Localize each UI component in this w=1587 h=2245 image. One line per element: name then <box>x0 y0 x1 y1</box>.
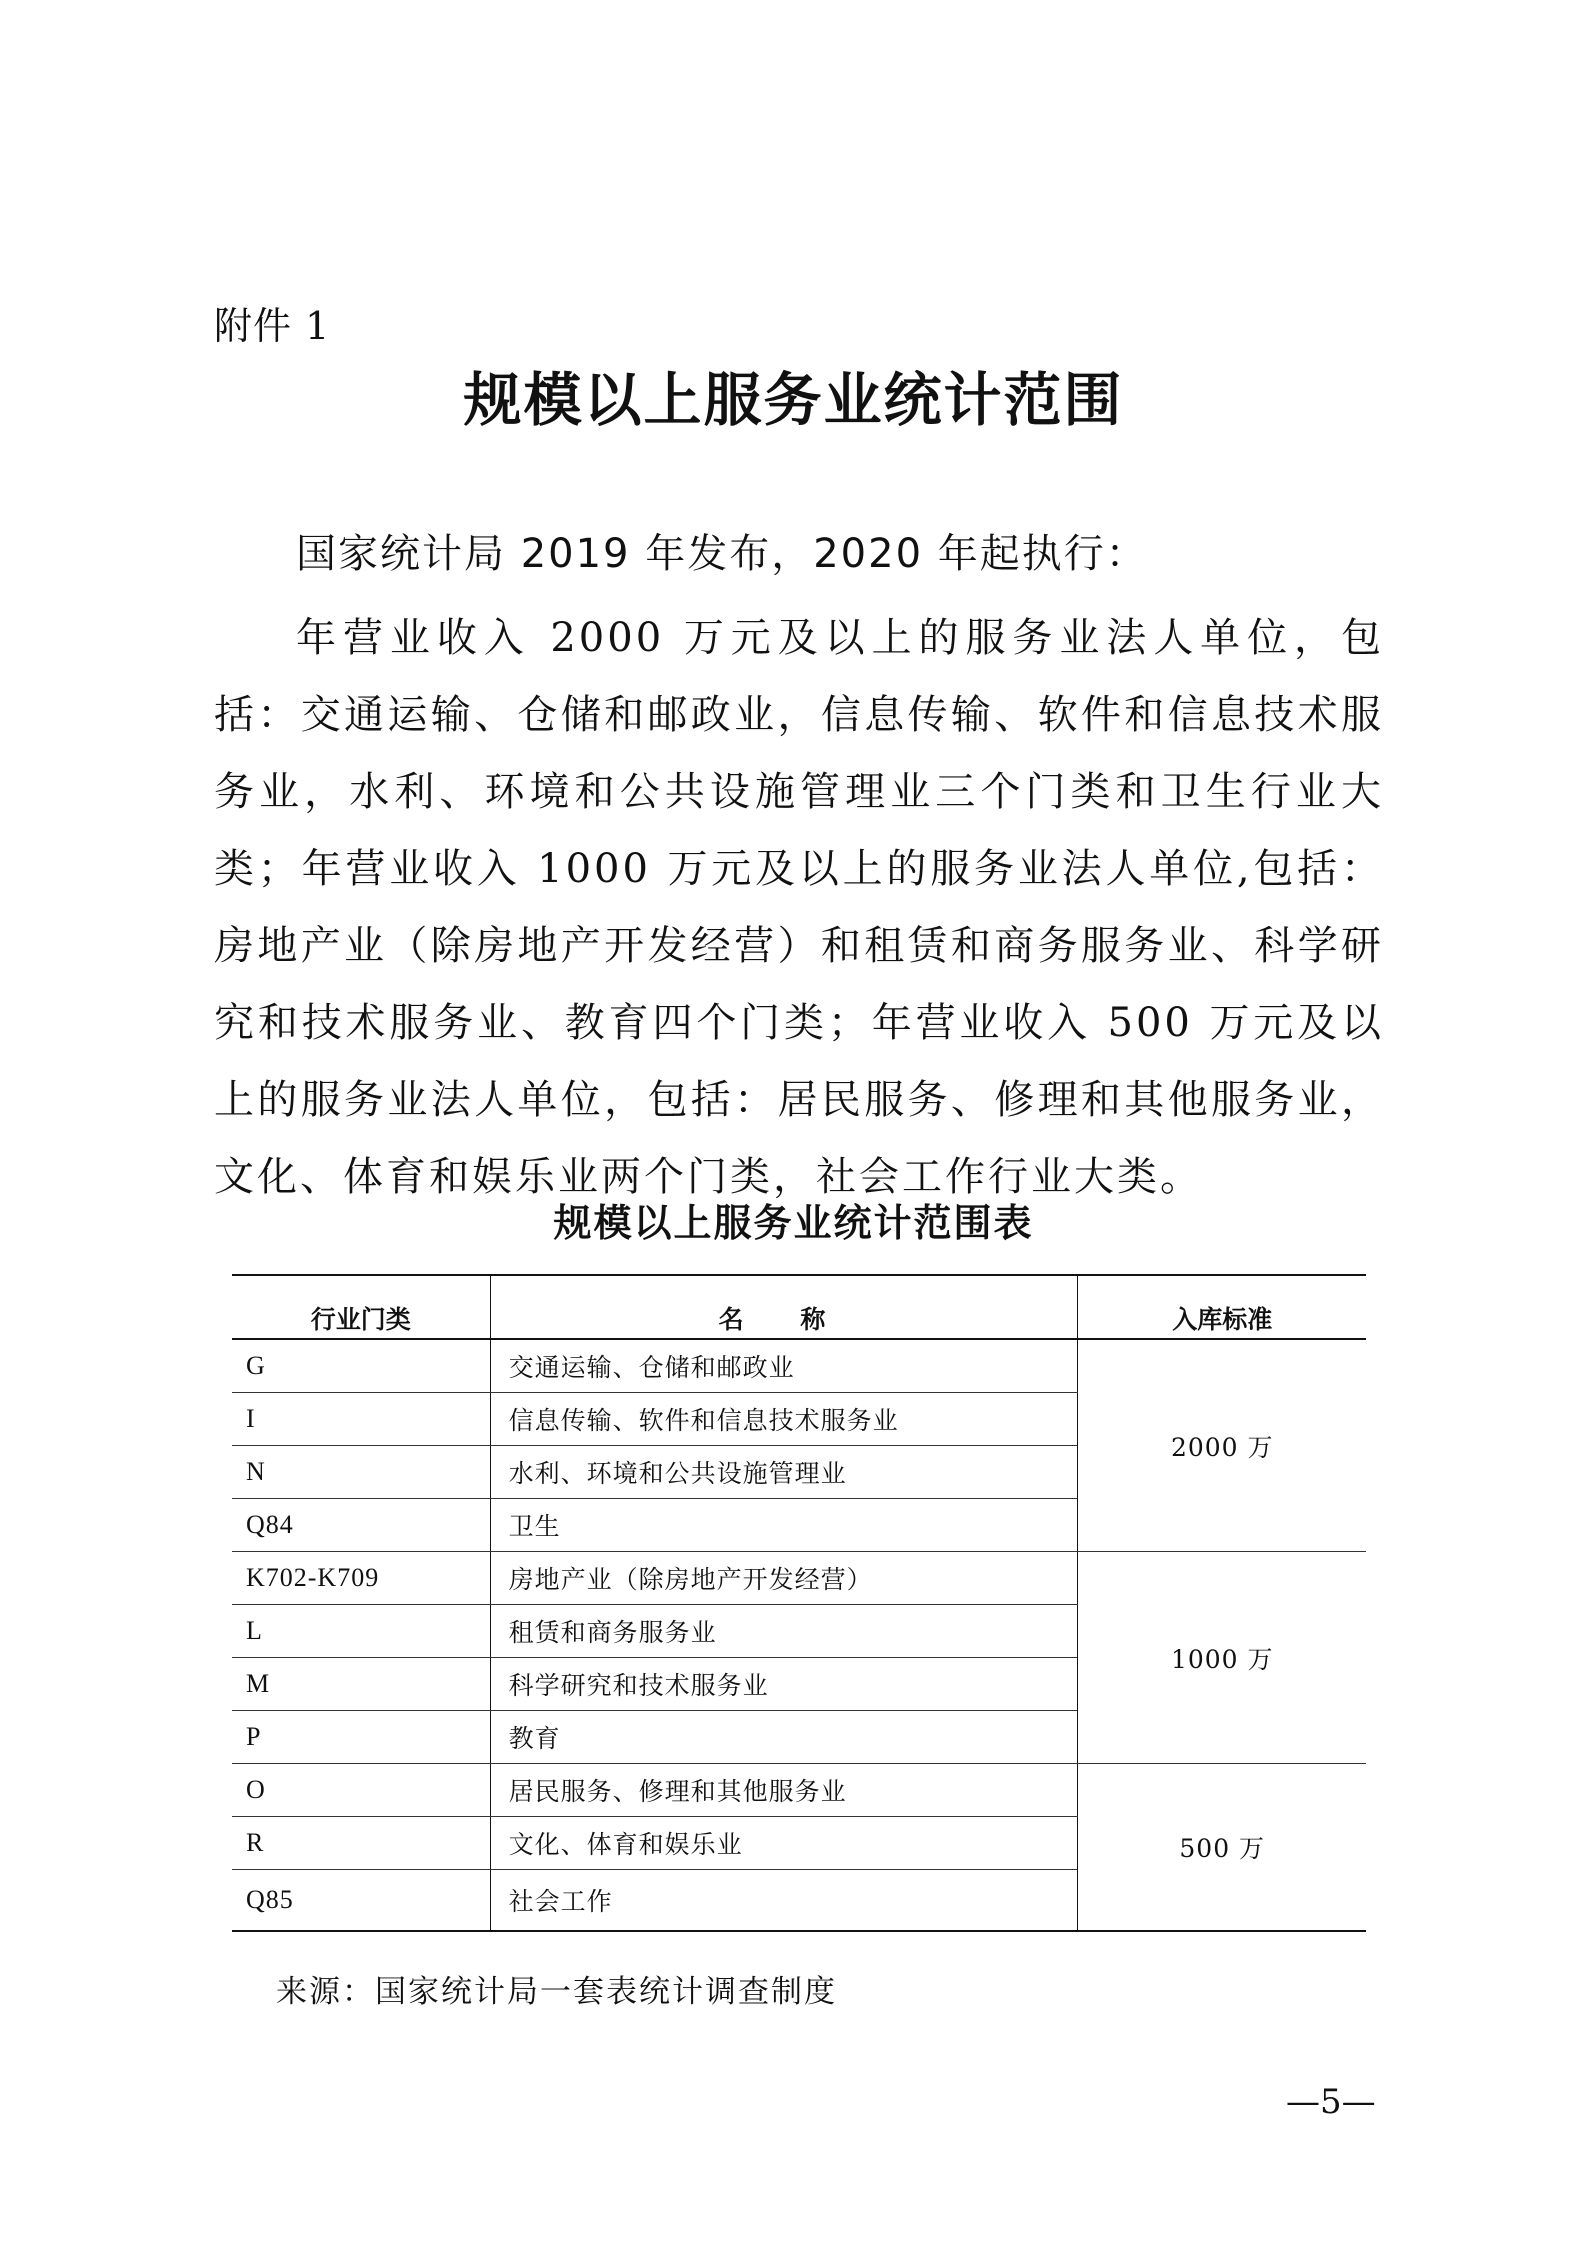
row-code: L <box>232 1605 490 1658</box>
row-name: 居民服务、修理和其他服务业 <box>490 1764 1078 1817</box>
table-header-row <box>232 1275 1366 1339</box>
table-row <box>232 1339 1366 1393</box>
body-paragraph: 年营业收入 2000 万元及以上的服务业法人单位，包括：交通运输、仓储和邮政业，信息传输、软件和信息技术服务业，水利、环境和公共设施管理业三个门类和卫生行业大类；年营业收入 1000 万元及以上的服务业法人单位,包括：房地产业（除房地产开发经营）和租赁和商务服务业、科学研究和技术服务业、教育四个门类；年营业收入 500 万元及以上的服务业法人单位，包括：居民服务、修理和其他服务业，文化、体育和娱乐业两个门类，社会工作行业大类。 <box>214 615 1384 1200</box>
row-code: O <box>232 1764 490 1817</box>
page-title: 规模以上服务业统计范围 <box>463 366 1124 434</box>
row-code: R <box>232 1817 490 1870</box>
row-code: Q84 <box>232 1499 490 1552</box>
row-code: G <box>232 1339 490 1393</box>
row-name: 社会工作 <box>490 1870 1078 1932</box>
header-entry-standard: 入库标准 <box>1078 1275 1366 1339</box>
table-row <box>232 1764 1366 1817</box>
row-name: 水利、环境和公共设施管理业 <box>490 1446 1078 1499</box>
row-code: P <box>232 1711 490 1764</box>
header-industry-category: 行业门类 <box>232 1275 490 1339</box>
row-name: 文化、体育和娱乐业 <box>490 1817 1078 1870</box>
header-name-label: 名 称 <box>718 1305 850 1334</box>
issuer-subtitle: 国家统计局 2019 年发布，2020 年起执行： <box>296 531 1148 577</box>
row-code: M <box>232 1658 490 1711</box>
entry-standard-2000: 2000 万 <box>1078 1339 1366 1552</box>
attachment-label: 附件 1 <box>214 304 331 348</box>
row-code: Q85 <box>232 1870 490 1932</box>
row-name: 信息传输、软件和信息技术服务业 <box>490 1393 1078 1446</box>
row-name: 卫生 <box>490 1499 1078 1552</box>
entry-standard-1000: 1000 万 <box>1078 1552 1366 1764</box>
header-name <box>490 1275 1078 1339</box>
page-number: —5— <box>1286 2082 1376 2122</box>
scope-table <box>232 1274 1366 1932</box>
row-code: N <box>232 1446 490 1499</box>
row-name: 教育 <box>490 1711 1078 1764</box>
table-title: 规模以上服务业统计范围表 <box>553 1201 1034 1245</box>
row-name: 交通运输、仓储和邮政业 <box>490 1339 1078 1393</box>
row-name: 科学研究和技术服务业 <box>490 1658 1078 1711</box>
table-row <box>232 1552 1366 1605</box>
row-name: 房地产业（除房地产开发经营） <box>490 1552 1078 1605</box>
entry-standard-500: 500 万 <box>1078 1764 1366 1932</box>
source-note: 来源：国家统计局一套表统计调查制度 <box>276 1974 837 2010</box>
row-code: I <box>232 1393 490 1446</box>
row-code: K702-K709 <box>232 1552 490 1605</box>
row-name: 租赁和商务服务业 <box>490 1605 1078 1658</box>
